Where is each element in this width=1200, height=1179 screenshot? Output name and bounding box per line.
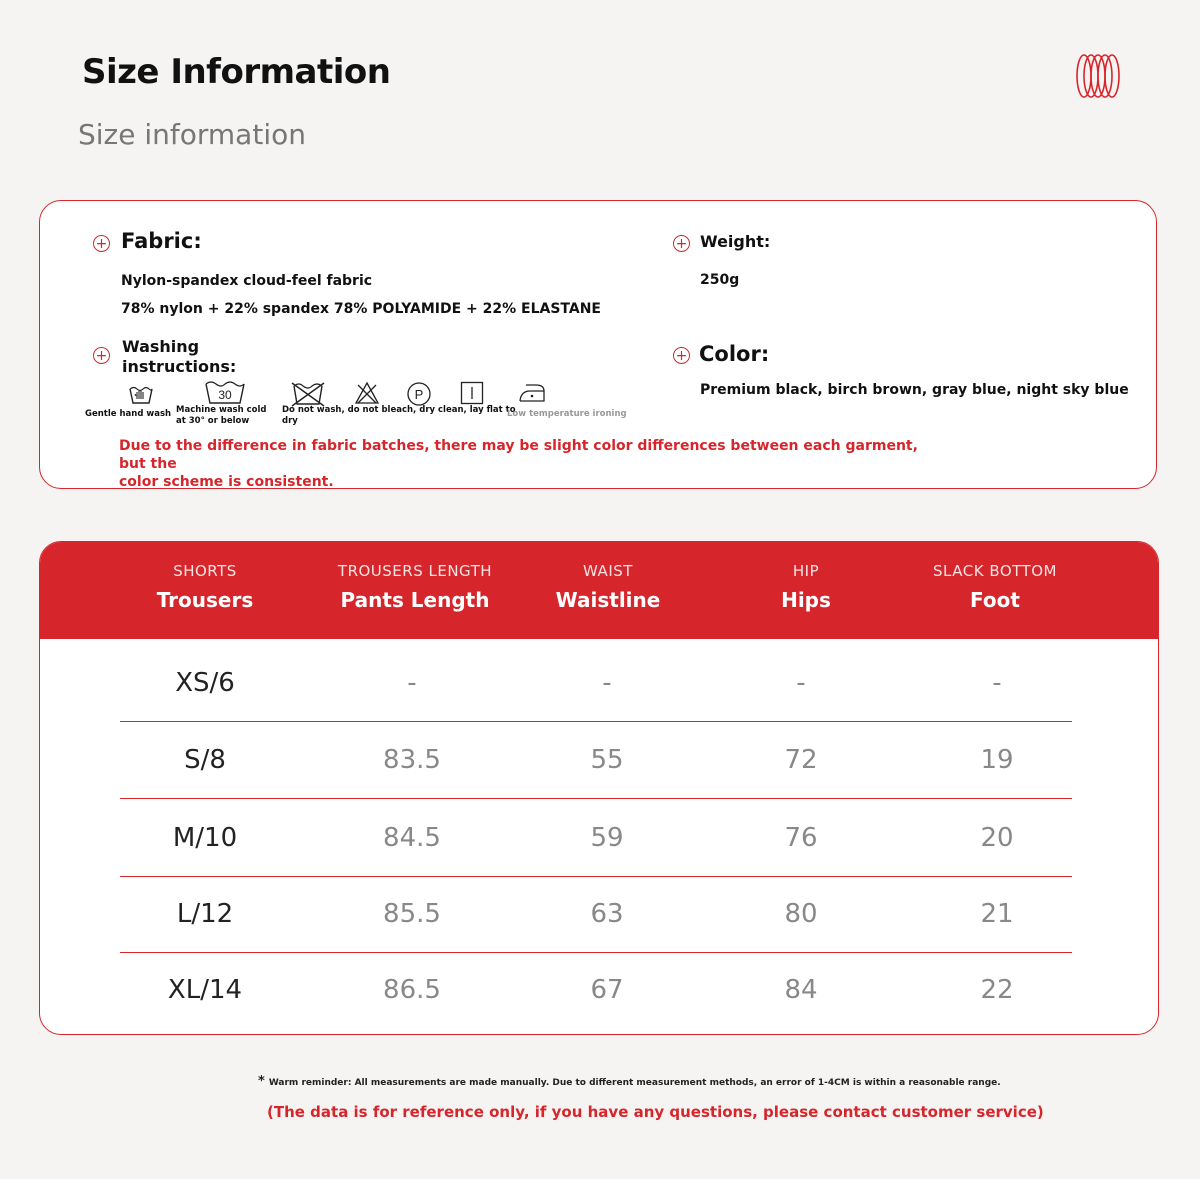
header-foot: SLACK BOTTOM Foot [933, 562, 1057, 612]
hand-wash-icon [128, 383, 154, 405]
machine-wash-caption: Machine wash cold at 30° or below [176, 405, 267, 426]
do-not-wash-icon [290, 381, 326, 407]
do-not-bleach-icon [354, 381, 380, 405]
table-header [40, 542, 1158, 639]
plus-circle-icon: + [93, 235, 110, 252]
fabric-composition: 78% nylon + 22% spandex 78% POLYAMIDE + 22% ELASTANE [121, 301, 601, 317]
svg-text:P: P [414, 387, 424, 402]
header-hips: HIP Hips [781, 562, 831, 612]
red-rings-logo-icon [1072, 50, 1124, 102]
page-subtitle: Size information [78, 118, 306, 151]
dry-clean-icon [406, 381, 432, 407]
low-temp-iron-caption: Low temperature ironing [507, 409, 627, 419]
warm-reminder: * Warm reminder: All measurements are made manually. Due to different measurement methods, an error of 1-4CM is within a reasonable range. [258, 1074, 1001, 1089]
fabric-description: Nylon-spandex cloud-feel fabric [121, 273, 373, 289]
fabric-label: Fabric: [121, 229, 202, 253]
plus-circle-icon: + [93, 347, 110, 364]
header-pants-length: TROUSERS LENGTH Pants Length [337, 562, 493, 612]
asterisk-icon: * [258, 1074, 265, 1089]
do-not-wash-caption: Do not wash, do not bleach, dry clean, lay flat to dry [282, 405, 516, 426]
size-table [39, 541, 1159, 1035]
svg-text:30: 30 [218, 388, 232, 402]
header-trousers: SHORTS Trousers [156, 562, 254, 612]
product-info-card [39, 200, 1157, 489]
plus-circle-icon: + [673, 347, 690, 364]
color-label: Color: [699, 342, 770, 366]
header-waistline: WAIST Waistline [555, 562, 661, 612]
table-row: L/12 85.5 63 80 21 [120, 876, 1072, 953]
hand-wash-caption: Gentle hand wash [85, 409, 172, 419]
low-temp-iron-icon [518, 381, 546, 405]
weight-label: Weight: [700, 232, 771, 251]
table-row: XL/14 86.5 67 84 22 [167, 975, 1014, 1005]
color-difference-notice: Due to the difference in fabric batches, there may be slight color differences between each garment, but the color scheme is consistent. [119, 438, 918, 490]
table-row: M/10 84.5 59 76 20 [120, 800, 1072, 877]
washing-label: Washing instructions: [122, 337, 237, 376]
color-value: Premium black, birch brown, gray blue, night sky blue [700, 382, 1129, 398]
plus-circle-icon: + [673, 235, 690, 252]
reference-note: (The data is for reference only, if you have any questions, please contact customer service) [267, 1103, 1044, 1121]
table-row: S/8 83.5 55 72 19 [120, 722, 1072, 799]
page-title: Size Information [82, 52, 391, 92]
machine-wash-30-icon [204, 379, 246, 405]
lay-flat-dry-icon [460, 381, 484, 405]
weight-value: 250g [700, 272, 740, 288]
washing-icons [80, 379, 680, 429]
table-row: XS/6 - - - - [120, 645, 1072, 722]
